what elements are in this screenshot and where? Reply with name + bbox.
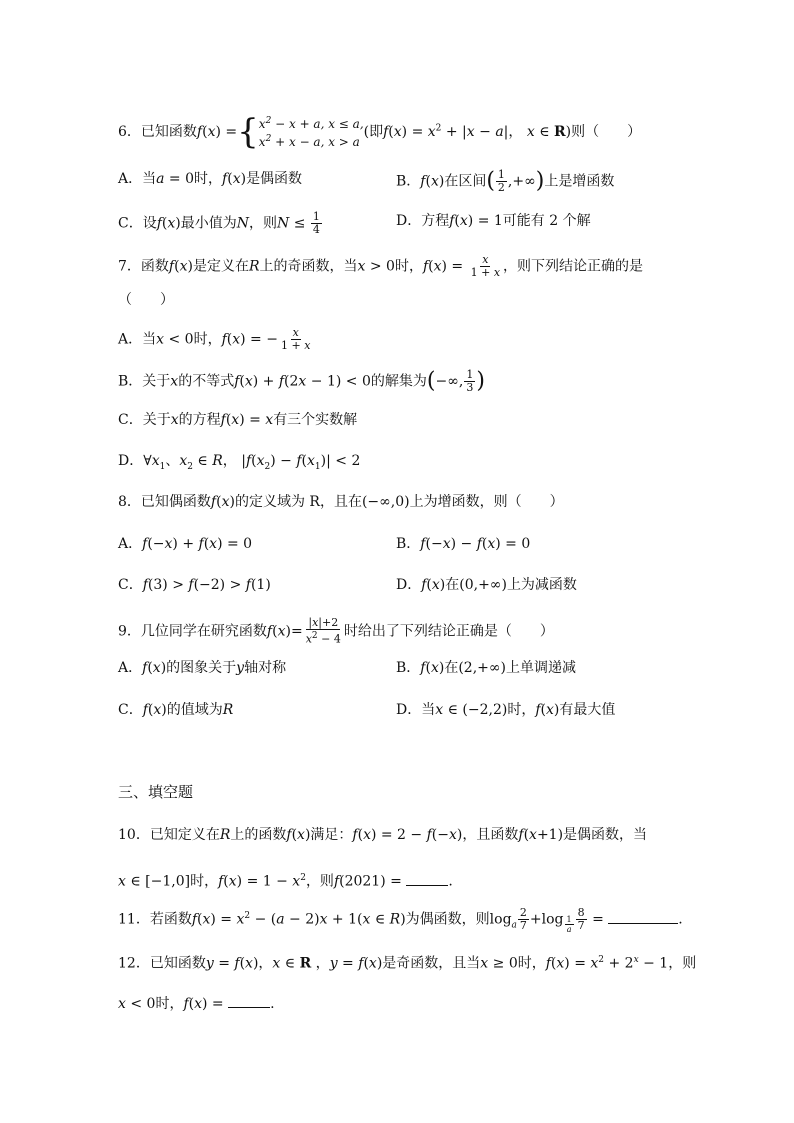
q9-option-d[interactable]: D．当x ∈ (−2,2)时，f(x)有最大值 <box>396 702 616 718</box>
q11-answer-blank[interactable] <box>608 909 678 924</box>
q7-paren: （ ） <box>118 292 174 308</box>
q8-option-c[interactable]: C．f(3) > f(−2) > f(1) <box>118 577 271 593</box>
q7-option-b[interactable]: B．关于x的不等式f(x) + f(2x − 1) < 0的解集为(−∞, $\frac{1}{3}$ ) <box>118 368 485 394</box>
q6-option-a[interactable]: A．当a = 0时，f(x)是偶函数 <box>118 171 303 187</box>
q8-stem: 8．已知偶函数f(x)的定义域为 R，且在(−∞,0)上为增函数，则（ ） <box>118 494 564 510</box>
q10-line1: 10．已知定义在R上的函数f(x)满足：f(x) = 2 − f(−x)，且函数f(x+1)是偶函数，当 <box>118 827 648 843</box>
q8-option-b[interactable]: B．f(−x) − f(x) = 0 <box>396 536 531 552</box>
q11-line: 11．若函数$f(x) = x^2 - (a - 2)x + 1(x$ ∈ R)为偶函数，则$\log_a$ $\frac{2}{7}$ +log $_{\frac{1}{a}}$ $\frac{8}{7}$ = . <box>118 906 683 935</box>
section-title: 三、填空题 <box>118 783 194 801</box>
q9-stem: 9．几位同学在研究函数f(x)= $\frac{|x|+2}{x^2 - 4}$ 时给出了下列结论正确是（ ） <box>118 616 554 646</box>
q7-option-d[interactable]: D．$\forall x_1$、$x_2$ ∈ R， $|f(x_2) - f(x_1)| < 2$ <box>118 453 361 472</box>
q6-stem: 6．已知函数f(x) ={ $x^2 - x + a$, x ≤ a, $x^2 + x - a$, x > a (即$f(x) = x^2 + |x - a|$， x ∈ R)则（ ） <box>118 112 642 152</box>
q9-option-a[interactable]: A．f(x)的图象关于y轴对称 <box>118 660 287 676</box>
q7-stem: 7．函数f(x)是定义在R上的奇函数，当x > 0时，f(x) = $\frac{x}{1 + x}$ ，则下列结论正确的是 <box>118 253 644 279</box>
q9-option-b[interactable]: B．f(x)在(2,+∞)上单调递减 <box>396 660 576 676</box>
q8-option-a[interactable]: A．f(−x) + f(x) = 0 <box>118 536 253 552</box>
q6-option-d[interactable]: D．方程f(x) = 1可能有 2 个解 <box>396 213 591 229</box>
q12-answer-blank[interactable] <box>228 993 270 1008</box>
q10-answer-blank[interactable] <box>406 871 448 886</box>
q12-line2: x < 0时，f(x) = . <box>118 993 275 1014</box>
q6-number: 6． <box>118 124 141 140</box>
q10-line2: x ∈ [−1,0]时，$f(x) = 1 - x^2$，则f(2021) = . <box>118 868 453 892</box>
q6-option-c[interactable]: C．设f(x)最小值为N，则N ≤ $\frac{1}{4}$ <box>118 210 320 236</box>
q6-option-b[interactable]: B．f(x)在区间( $\frac{1}{2}$ ,+∞)上是增函数 <box>396 168 615 194</box>
q7-option-a[interactable]: A．当x < 0时，f(x) = − $\frac{x}{1 + x}$ <box>118 326 311 352</box>
q9-option-c[interactable]: C．f(x)的值域为R <box>118 702 234 718</box>
q7-option-c[interactable]: C．关于x的方程f(x) = x有三个实数解 <box>118 412 358 428</box>
q12-line1: 12．已知函数y = f(x)，x ∈ R ，y = f(x)是奇函数，且当x ≥ 0时，$f(x) = x^2 + 2^x - 1$，则 <box>118 955 697 972</box>
q8-option-d[interactable]: D．f(x)在(0,+∞)上为减函数 <box>396 577 577 593</box>
